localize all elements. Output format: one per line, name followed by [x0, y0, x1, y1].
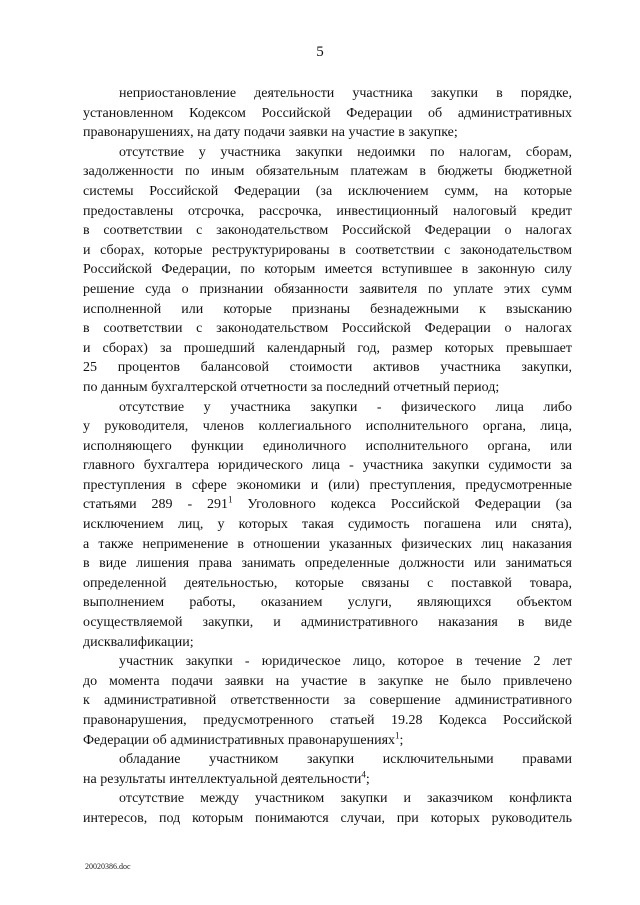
text-line: задолженности по иным обязательным платежам в бюджеты бюджетной — [83, 164, 572, 180]
paragraph — [83, 143, 572, 398]
footnote-mark: 4 — [361, 769, 366, 780]
text-line: осуществляемой закупки, и административного наказания в виде — [83, 615, 572, 631]
document-body — [83, 84, 572, 829]
text-line: 25 процентов балансовой стоимости активов участника закупки, — [83, 360, 572, 376]
text-line: в соответствии с законодательством Российской Федерации о налогах — [83, 223, 572, 239]
text-line: правонарушениях, на дату подачи заявки на участие в закупке; — [83, 125, 458, 141]
footnote-mark: 1 — [395, 729, 400, 740]
text-line: к административной ответственности за совершение административного — [83, 693, 572, 709]
text-line: отсутствие у участника закупки недоимки по налогам, сборам, — [119, 144, 572, 160]
text-line: отсутствие у участника закупки - физического лица либо — [119, 399, 572, 415]
text-line: в соответствии с законодательством Российской Федерации о налогах — [83, 321, 572, 337]
text-line: установленном Кодексом Российской Федерации об административных — [83, 105, 572, 121]
text-line: в виде лишения права занимать определенные должности или заниматься — [83, 556, 572, 572]
paragraph — [83, 652, 572, 750]
text-line: отсутствие между участником закупки и заказчиком конфликта — [119, 791, 572, 807]
text-line: преступления в сфере экономики и (или) преступления, предусмотренные — [83, 477, 572, 493]
paragraph — [83, 84, 572, 143]
text-line: Федерации об административных правонарушениях$^1$; — [83, 729, 404, 748]
text-line: до момента подачи заявки на участие в закупке не было привлечено — [83, 673, 572, 689]
text-line: главного бухгалтера юридического лица - участника закупки судимости за — [83, 458, 572, 474]
text-line: выполнением работы, оказанием услуги, являющихся объектом — [83, 595, 572, 611]
footnote-mark: 1 — [228, 494, 233, 505]
file-name-footer: 20020386.doc — [85, 862, 131, 871]
paragraph — [83, 750, 572, 789]
text-line: на результаты интеллектуальной деятельности$^4$; — [83, 769, 370, 787]
text-line: обладание участником закупки исключительными правами — [119, 752, 572, 768]
text-line: и сборах) за прошедший календарный год, размер которых превышает — [83, 340, 572, 356]
text-line: и сборах, которые реструктурированы в соответствии с законодательством — [83, 242, 572, 258]
paragraph — [83, 398, 572, 653]
text-line: системы Российской Федерации (за исключением сумм, на которые — [83, 183, 572, 199]
page-number: 5 — [316, 44, 324, 60]
text-line: участник закупки - юридическое лицо, которое в течение 2 лет — [119, 654, 572, 670]
text-line: неприостановление деятельности участника закупки в порядке, — [119, 86, 572, 101]
text-line: по данным бухгалтерской отчетности за последний отчетный период; — [83, 379, 500, 395]
text-line: предоставлены отсрочка, рассрочка, инвестиционный налоговый кредит — [83, 203, 572, 219]
text-line: статьями $289 - 291^1$ Уголовного кодекса Российской Федерации (за — [83, 494, 573, 513]
text-line: исполняющего функции единоличного исполнительного органа, или — [83, 438, 572, 454]
text-line: интересов, под которым понимаются случаи, при которых руководитель — [83, 810, 572, 826]
text-line: а также неприменение в отношении указанных физических лиц наказания — [83, 536, 572, 552]
text-line: дисквалификации; — [83, 634, 194, 650]
text-line: исполненной или которые признаны безнадежными к взысканию — [83, 301, 572, 317]
text-line: Российской Федерации, по которым имеется вступившее в законную силу — [83, 262, 572, 278]
paragraph — [83, 789, 572, 828]
text-line: исключением лиц, у которых такая судимость погашена или снята), — [83, 517, 572, 533]
text-line: решение суда о признании обязанности заявителя по уплате этих сумм — [83, 281, 572, 297]
text-line: у руководителя, членов коллегиального исполнительного органа, лица, — [83, 419, 572, 435]
text-line: определенной деятельностью, которые связаны с поставкой товара, — [83, 575, 572, 591]
text-line: правонарушения, предусмотренного статьей 19.28 Кодекса Российской — [83, 713, 572, 728]
